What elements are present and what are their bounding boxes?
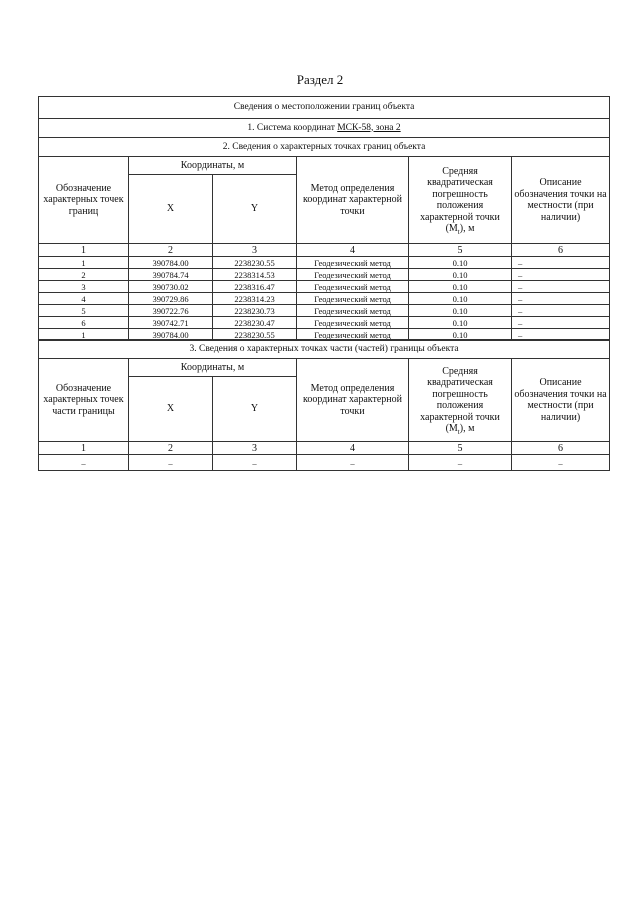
- y-value: 2238230.73: [213, 305, 297, 317]
- table-row: [39, 305, 610, 317]
- method-value: Геодезический метод: [297, 269, 409, 281]
- point-id: 3: [39, 281, 129, 293]
- header-designation: Обозначение характерных точек границ: [39, 157, 129, 244]
- column-number: 6: [512, 442, 610, 455]
- x-value: 390784.00: [129, 257, 213, 269]
- x-value: 390729.86: [129, 293, 213, 305]
- column-number: 2: [129, 244, 213, 257]
- point-id: 5: [39, 305, 129, 317]
- y-value: 2238314.53: [213, 269, 297, 281]
- column-number: 3: [213, 244, 297, 257]
- method-value: Геодезический метод: [297, 293, 409, 305]
- coordinate-system-label: 1. Система координат: [247, 122, 338, 133]
- header-description: Описание обозначения точки на местности (при наличии): [512, 359, 610, 442]
- header-error-unit: ), м: [459, 223, 475, 234]
- table-row: [39, 293, 610, 305]
- error-value: 0.10: [409, 305, 512, 317]
- header-error-subscript: t: [457, 228, 460, 236]
- column-number: 1: [39, 442, 129, 455]
- method-value: Геодезический метод: [297, 281, 409, 293]
- header-error: [409, 359, 512, 442]
- table-row: [39, 455, 610, 471]
- header-description: Описание обозначения точки на местности (при наличии): [512, 157, 610, 244]
- header-designation: Обозначение характерных точек части границы: [39, 359, 129, 442]
- error-value: –: [409, 455, 512, 471]
- table-row: [39, 269, 610, 281]
- column-numbers-row: [39, 244, 610, 257]
- x-value: –: [129, 455, 213, 471]
- header-error-unit: ), м: [459, 423, 475, 434]
- y-value: 2238316.47: [213, 281, 297, 293]
- header-method: Метод определения координат характерной точки: [297, 157, 409, 244]
- method-value: Геодезический метод: [297, 329, 409, 341]
- x-value: 390742.71: [129, 317, 213, 329]
- header-y: Y: [213, 377, 297, 442]
- header-error-text: Средняя квадратическая погрешность положения характерной точки (M: [420, 165, 500, 234]
- description-value: –: [512, 293, 610, 305]
- section-2-title: 2. Сведения о характерных точках границ объекта: [39, 138, 610, 157]
- point-id: 6: [39, 317, 129, 329]
- boundary-points-table: [38, 96, 610, 341]
- point-id: –: [39, 455, 129, 471]
- description-value: –: [512, 317, 610, 329]
- method-value: Геодезический метод: [297, 305, 409, 317]
- header-error: [409, 157, 512, 244]
- x-value: 390784.74: [129, 269, 213, 281]
- column-number: 4: [297, 442, 409, 455]
- table-row: [39, 257, 610, 269]
- section-title: Раздел 2: [296, 72, 344, 87]
- table-row: [39, 281, 610, 293]
- table-caption: Сведения о местоположении границ объекта: [39, 97, 610, 119]
- y-value: 2238314.23: [213, 293, 297, 305]
- x-value: 390730.02: [129, 281, 213, 293]
- error-value: 0.10: [409, 329, 512, 341]
- column-number: 2: [129, 442, 213, 455]
- error-value: 0.10: [409, 257, 512, 269]
- column-number: 5: [409, 244, 512, 257]
- point-id: 1: [39, 329, 129, 341]
- y-value: 2238230.47: [213, 317, 297, 329]
- column-number: 1: [39, 244, 129, 257]
- part-boundary-points-table: [38, 339, 610, 471]
- header-error-subscript: t: [457, 428, 460, 436]
- point-id: 4: [39, 293, 129, 305]
- error-value: 0.10: [409, 317, 512, 329]
- table-row: [39, 317, 610, 329]
- y-value: –: [213, 455, 297, 471]
- x-value: 390784.00: [129, 329, 213, 341]
- point-id: 1: [39, 257, 129, 269]
- header-x: X: [129, 175, 213, 244]
- header-method: Метод определения координат характерной точки: [297, 359, 409, 442]
- column-numbers-row: [39, 442, 610, 455]
- description-value: –: [512, 329, 610, 341]
- method-value: Геодезический метод: [297, 317, 409, 329]
- description-value: –: [512, 257, 610, 269]
- column-number: 6: [512, 244, 610, 257]
- method-value: Геодезический метод: [297, 257, 409, 269]
- header-y: Y: [213, 175, 297, 244]
- method-value: –: [297, 455, 409, 471]
- column-number: 3: [213, 442, 297, 455]
- header-error-text: Средняя квадратическая погрешность положения характерной точки (M: [420, 365, 500, 434]
- error-value: 0.10: [409, 293, 512, 305]
- header-x: X: [129, 377, 213, 442]
- description-value: –: [512, 269, 610, 281]
- coordinate-system-row: [39, 119, 610, 138]
- description-value: –: [512, 305, 610, 317]
- section-3-title: 3. Сведения о характерных точках части (частей) границы объекта: [39, 340, 610, 359]
- coordinate-system-value: МСК-58, зона 2: [337, 122, 401, 133]
- column-number: 5: [409, 442, 512, 455]
- x-value: 390722.76: [129, 305, 213, 317]
- description-value: –: [512, 281, 610, 293]
- header-coordinates: Координаты, м: [129, 157, 297, 175]
- error-value: 0.10: [409, 269, 512, 281]
- column-number: 4: [297, 244, 409, 257]
- header-coordinates: Координаты, м: [129, 359, 297, 377]
- y-value: 2238230.55: [213, 257, 297, 269]
- y-value: 2238230.55: [213, 329, 297, 341]
- description-value: –: [512, 455, 610, 471]
- point-id: 2: [39, 269, 129, 281]
- error-value: 0.10: [409, 281, 512, 293]
